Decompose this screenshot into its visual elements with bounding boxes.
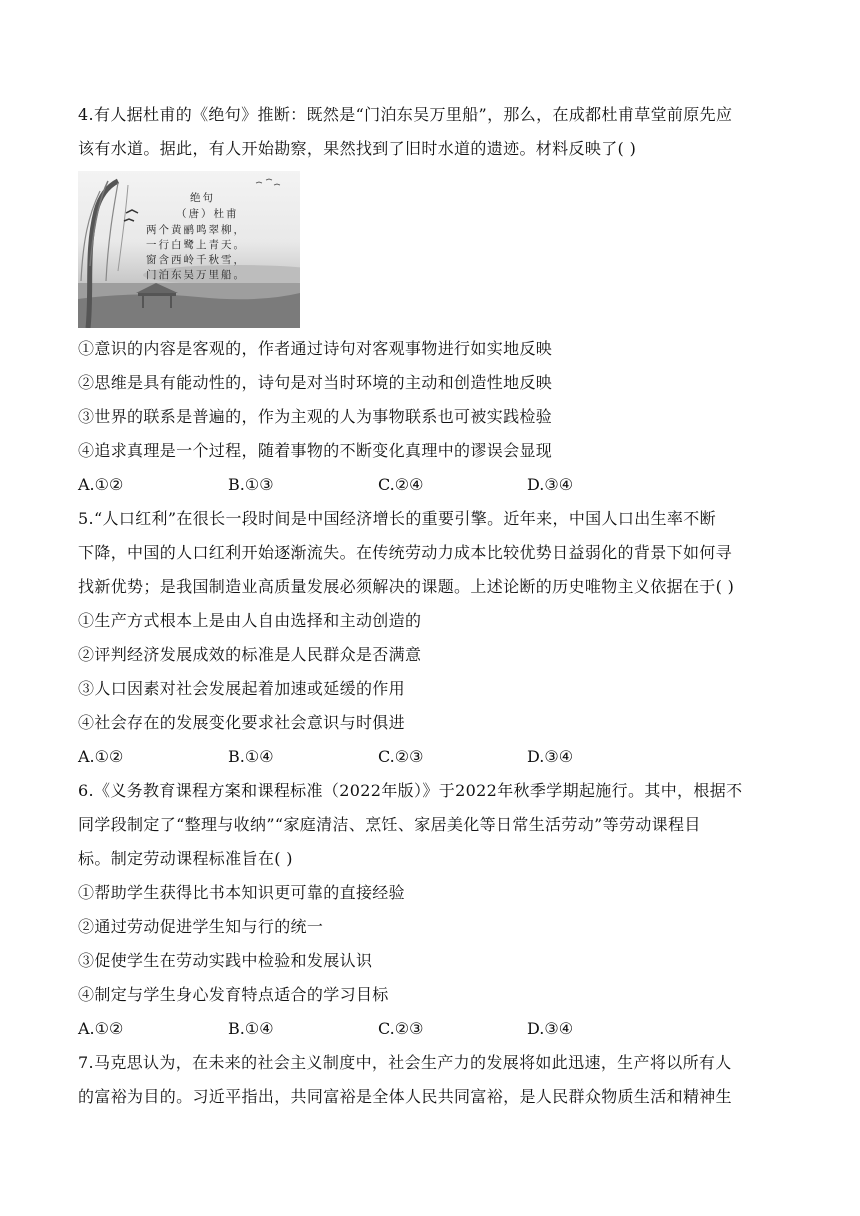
q4-option-a[interactable]: A.①② bbox=[78, 475, 124, 494]
q4-option-b[interactable]: B.①③ bbox=[228, 475, 274, 494]
q4-item-1: ①意识的内容是客观的，作者通过诗句对客观事物进行如实地反映 bbox=[78, 339, 553, 358]
poem-line-3: 窗含西岭千秋雪， bbox=[146, 254, 246, 266]
q6-option-b[interactable]: B.①④ bbox=[228, 1019, 274, 1038]
poem-author: （唐）杜甫 bbox=[176, 208, 239, 220]
q7-stem-line-1: 7.马克思认为，在未来的社会主义制度中，社会生产力的发展将如此迅速，生产将以所有人 bbox=[78, 1053, 732, 1072]
q5-option-b[interactable]: B.①④ bbox=[228, 747, 274, 766]
q4-item-2: ②思维是具有能动性的，诗句是对当时环境的主动和创造性地反映 bbox=[78, 373, 553, 392]
q5-stem-line-2: 下降，中国的人口红利开始逐渐流失。在传统劳动力成本比较优势日益弱化的背景下如何寻 bbox=[78, 543, 733, 562]
q4-item-3: ③世界的联系是普遍的，作为主观的人为事物联系也可被实践检验 bbox=[78, 407, 553, 426]
q5-item-3: ③人口因素对社会发展起着加速或延缓的作用 bbox=[78, 679, 406, 698]
q4-stem-line-2: 该有水道。据此，有人开始勘察，果然找到了旧时水道的遗迹。材料反映了( ) bbox=[78, 139, 637, 158]
q6-item-1: ①帮助学生获得比书本知识更可靠的直接经验 bbox=[78, 883, 406, 902]
q4-option-c[interactable]: C.②④ bbox=[378, 475, 424, 494]
q6-option-d[interactable]: D.③④ bbox=[527, 1019, 574, 1038]
q5-option-a[interactable]: A.①② bbox=[78, 747, 124, 766]
poem-line-1: 两个黄鹂鸣翠柳， bbox=[146, 224, 246, 236]
q5-stem-line-1: 5.“人口红利”在很长一段时间是中国经济增长的重要引擎。近年来，中国人口出生率不断 bbox=[78, 509, 716, 528]
q5-option-c[interactable]: C.②③ bbox=[378, 747, 424, 766]
q4-option-d[interactable]: D.③④ bbox=[527, 475, 574, 494]
poem-line-2: 一行白鹭上青天。 bbox=[146, 239, 246, 251]
q6-item-3: ③促使学生在劳动实践中检验和发展认识 bbox=[78, 951, 373, 970]
q6-item-2: ②通过劳动促进学生知与行的统一 bbox=[78, 917, 324, 936]
poem-title: 绝句 bbox=[190, 192, 215, 204]
q6-stem-line-2: 同学段制定了“整理与收纳”“家庭清洁、烹饪、家居美化等日常生活劳动”等劳动课程目 bbox=[78, 815, 701, 834]
q6-item-4: ④制定与学生身心发育特点适合的学习目标 bbox=[78, 985, 389, 1004]
q7-stem-line-2: 的富裕为目的。习近平指出，共同富裕是全体人民共同富裕，是人民群众物质生活和精神生 bbox=[78, 1087, 733, 1106]
q6-stem-line-3: 标。制定劳动课程标准旨在( ) bbox=[78, 849, 293, 868]
q6-stem-line-1: 6.《义务教育课程方案和课程标准（2022年版）》于2022年秋季学期起施行。其中，根据不 bbox=[78, 781, 743, 800]
q5-item-4: ④社会存在的发展变化要求社会意识与时俱进 bbox=[78, 713, 406, 732]
q6-option-c[interactable]: C.②③ bbox=[378, 1019, 424, 1038]
q6-option-a[interactable]: A.①② bbox=[78, 1019, 124, 1038]
poem-illustration bbox=[78, 171, 300, 328]
q4-stem-line-1: 4.有人据杜甫的《绝句》推断：既然是“门泊东吴万里船”，那么，在成都杜甫草堂前原先应 bbox=[78, 105, 733, 124]
q5-stem-line-3: 找新优势；是我国制造业高质量发展必须解决的课题。上述论断的历史唯物主义依据在于( ) bbox=[78, 577, 735, 596]
q5-option-d[interactable]: D.③④ bbox=[527, 747, 574, 766]
poem-line-4: 门泊东吴万里船。 bbox=[146, 269, 246, 281]
q5-item-1: ①生产方式根本上是由人自由选择和主动创造的 bbox=[78, 611, 422, 630]
q4-item-4: ④追求真理是一个过程，随着事物的不断变化真理中的谬误会显现 bbox=[78, 441, 553, 460]
q5-item-2: ②评判经济发展成效的标准是人民群众是否满意 bbox=[78, 645, 422, 664]
